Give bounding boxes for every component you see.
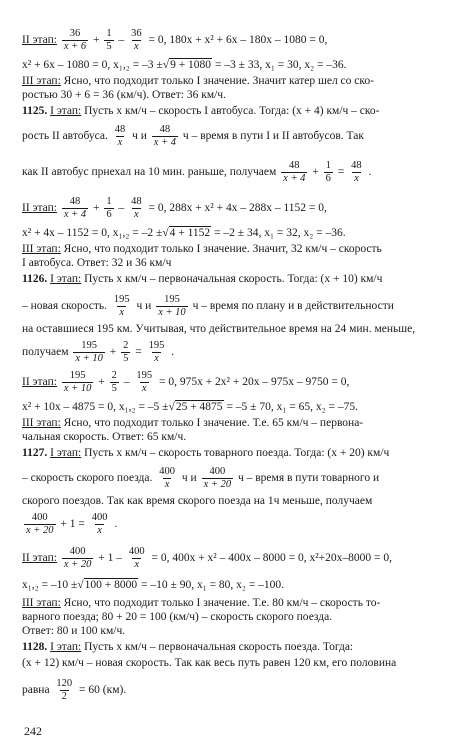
text-run: . <box>171 346 175 359</box>
text-run: x + 10 <box>63 383 92 394</box>
fraction <box>62 370 94 395</box>
p1127-stage3-line2 <box>22 610 458 624</box>
fraction <box>112 294 132 319</box>
fraction <box>152 124 178 149</box>
p1127-answer-line <box>22 624 458 638</box>
p1126-line2 <box>22 294 458 319</box>
text-run: x₁,₂ = –10 ± <box>22 579 78 591</box>
text-run: ч – время по плану и в действительности <box>192 300 394 313</box>
fraction <box>157 466 177 491</box>
p1128-line2 <box>22 656 458 670</box>
text-run: 36 <box>131 28 142 39</box>
text-run: x <box>154 353 159 364</box>
stage-label: II этап: <box>22 202 57 215</box>
fraction <box>110 370 119 395</box>
text-run: 195 <box>81 340 98 351</box>
text-run: = –3 ± 33, x₁ = 30, x₂ = –36. <box>214 59 347 71</box>
text-run: x <box>354 173 359 184</box>
p1126-roots-line <box>22 400 458 414</box>
text-run: как II автобус прнехал на 10 мин. раньше, получаем <box>22 166 277 179</box>
p1127-line3 <box>22 494 458 508</box>
text-run: 400 <box>159 466 176 477</box>
sqrt-sign: √ <box>168 401 175 413</box>
text-run: . <box>368 166 372 179</box>
text-run: – <box>123 376 130 389</box>
text-run: = 0, 180x + x² + 6x – 180x – 1080 = 0, <box>148 34 328 47</box>
text-run: 48 <box>351 160 362 171</box>
p1127-line2 <box>22 466 458 491</box>
p1124-roots-line <box>22 58 458 72</box>
text-run: равна <box>22 684 50 697</box>
text-run: = <box>337 166 345 179</box>
fraction <box>147 340 167 365</box>
p1127-stage2-line <box>22 546 458 571</box>
text-run: 48 <box>69 196 81 207</box>
p1125-line1 <box>22 104 458 118</box>
p1124-stage2-line <box>22 28 458 53</box>
text-run: Ясно, что подходит только I значение. Т.е. 65 км/ч – первона- <box>63 417 364 429</box>
text-run: x + 20 <box>203 479 232 490</box>
text-run: x² + 10x – 4875 = 0, x₁,₂ = –5 ± <box>22 401 169 413</box>
fraction <box>349 160 364 185</box>
fraction <box>104 28 113 53</box>
text-run: x + 4 <box>283 173 306 184</box>
p1128-line3 <box>22 678 458 703</box>
text-run: Пусть x км/ч – скорость товарного поезда. Тогда: (x + 20) км/ч <box>84 447 390 459</box>
text-run: 400 <box>128 546 145 557</box>
fraction <box>113 124 128 149</box>
text-run: x <box>164 479 170 490</box>
text-run: x² + 6x – 1080 = 0, x₁,₂ = –3 ± <box>22 59 163 71</box>
text-run: Пусть x км/ч – скорость I автобуса. Тогда: (x + 4) км/ч – ско- <box>84 105 380 117</box>
text-run: + <box>92 34 100 47</box>
p1126-line1 <box>22 272 458 286</box>
stage-label: I этап: <box>50 447 82 459</box>
text-run: ч и <box>132 130 147 143</box>
fraction <box>281 160 307 185</box>
fraction <box>129 28 144 53</box>
fraction <box>90 512 110 537</box>
stage-label: III этап: <box>22 243 61 255</box>
problem-number: 1126. <box>22 273 48 285</box>
p1126-answer-line <box>22 430 458 444</box>
text-run: Ясно, что подходит только I значение. Значит, 32 км/ч – скорость <box>63 243 382 255</box>
text-run: x + 4 <box>153 137 177 148</box>
text-run: x² + 4x – 1152 = 0, x₁,₂ = –2 ± <box>22 227 163 239</box>
stage-label: I этап: <box>50 273 82 285</box>
text-run: 6 <box>106 209 112 220</box>
text-run: x + 6 <box>63 41 87 52</box>
text-run: 400 <box>91 512 108 523</box>
text-run: x + 4 <box>63 209 87 220</box>
fraction <box>121 340 130 365</box>
text-run: 6 <box>325 173 331 184</box>
text-run: 1 <box>106 28 112 39</box>
text-run: + 1 – <box>98 552 122 565</box>
text-run: = 0, 975x + 2x² + 20x – 975x – 9750 = 0, <box>158 376 350 389</box>
text-run: 400 <box>69 546 86 557</box>
text-run: 5 <box>111 383 117 394</box>
page-number: 242 <box>24 724 42 738</box>
text-run: = –5 ± 70, x₁ = 65, x₂ = –75. <box>226 401 358 413</box>
problem-number: 1127. <box>22 447 48 459</box>
fraction <box>24 512 56 537</box>
fraction <box>324 160 333 185</box>
text-run: 100 + 8000 <box>84 579 138 591</box>
text-run: + <box>98 376 105 389</box>
text-run: 195 <box>164 294 180 305</box>
text-run: – <box>118 202 125 215</box>
text-run: x + 20 <box>26 525 54 536</box>
text-run: = –10 ± 90, x₁ = 80, x₂ = –100. <box>141 579 285 591</box>
text-run: x <box>134 559 140 570</box>
text-run: 48 <box>131 196 142 207</box>
p1127-line4 <box>22 512 458 537</box>
text-run: чальная скорость. Ответ: 65 км/ч. <box>22 431 187 443</box>
text-run: ч – время в пути товарного и <box>237 472 380 485</box>
text-run: x <box>119 307 125 318</box>
text-run: = <box>135 346 142 359</box>
p1125-stage2-line <box>22 196 458 221</box>
p1127-line1 <box>22 446 458 460</box>
text-run: x + 10 <box>75 353 103 364</box>
stage-label: II этап: <box>22 552 57 565</box>
sqrt-sign: √ <box>162 227 169 239</box>
text-run: 120 <box>56 678 73 689</box>
text-run: + <box>312 166 319 179</box>
text-run: варного поезда; 80 + 20 = 100 (км/ч) – скорость скорого поезда. <box>22 611 333 623</box>
text-run: скорого поездов. Так как время скорого поезда на 1ч меньше, получаем <box>22 495 373 507</box>
text-run: = 0, 400x + x² – 400x – 8000 = 0, x²+20x–8000 = 0, <box>151 552 393 565</box>
stage-label: I этап: <box>50 641 82 653</box>
text-run: 400 <box>31 512 48 523</box>
text-run: Ответ: 80 и 100 км/ч. <box>22 625 126 637</box>
text-run: Ясно, что подходит только I значение. Т.е. 80 км/ч – скорость то- <box>63 597 381 609</box>
text-run: – скорость скорого поезда. <box>22 472 153 485</box>
text-run: x <box>133 209 139 220</box>
fraction <box>129 196 144 221</box>
text-run: 2 <box>111 370 117 381</box>
text-run: 48 <box>289 160 300 171</box>
text-run: – новая скорость. <box>22 300 107 313</box>
text-run: x <box>141 383 147 394</box>
sqrt-sign: √ <box>77 579 84 591</box>
text-run: ч и <box>181 472 197 485</box>
text-run: x <box>97 525 102 536</box>
text-run: 195 <box>113 294 130 305</box>
stage-label: III этап: <box>22 597 61 609</box>
text-run: 195 <box>148 340 165 351</box>
fraction <box>62 546 94 571</box>
fraction <box>62 28 88 53</box>
text-run: x <box>117 137 123 148</box>
text-run: 2 <box>123 340 129 351</box>
text-run: = –2 ± 34, x₁ = 32, x₂ = –36. <box>214 227 346 239</box>
text-run: (x + 12) км/ч – новая скорость. Так как весь путь равен 120 км, его половина <box>22 657 397 669</box>
text-run: рость II автобуса. <box>22 130 108 143</box>
text-run: 25 + 4875 <box>175 401 223 413</box>
text-run: 1 <box>106 196 112 207</box>
text-run: Ясно, что подходит только I значение. Значит катер шел со ско- <box>63 75 374 87</box>
text-run: 195 <box>136 370 153 381</box>
stage-label: II этап: <box>22 34 57 47</box>
fraction <box>73 340 105 365</box>
sqrt-sign: √ <box>162 59 170 71</box>
p1125-line3 <box>22 160 458 185</box>
fraction <box>62 196 88 221</box>
text-run: 195 <box>69 370 86 381</box>
p1126-stage2-line <box>22 370 458 395</box>
text-run: + <box>109 346 117 359</box>
p1126-line4 <box>22 340 458 365</box>
text-run: – <box>118 34 125 47</box>
fraction <box>202 466 234 491</box>
p1124-stage3-line <box>22 74 458 88</box>
text-run: на оставшиеся 195 км. Учитывая, что действительное время на 24 мин. меньше, <box>22 323 416 335</box>
p1125-stage3-line <box>22 242 458 256</box>
text-run: x <box>133 41 139 52</box>
p1126-stage3-line <box>22 416 458 430</box>
text-run: ч и <box>136 300 152 313</box>
text-run: x + 20 <box>63 559 92 570</box>
text-run: + <box>92 202 100 215</box>
p1127-stage3-line <box>22 596 458 610</box>
text-run: получаем <box>22 346 69 359</box>
text-run: = 60 (км). <box>79 684 127 697</box>
text-run: + 1 = <box>60 518 85 531</box>
text-run: . <box>114 518 118 531</box>
p1127-roots-line <box>22 578 458 592</box>
p1125-roots-line <box>22 226 458 240</box>
text-run: 1 <box>325 160 331 171</box>
text-run: 48 <box>159 124 171 135</box>
text-run: 400 <box>209 466 226 477</box>
text-run: Пусть x км/ч – первоначальная скорость. Тогда: (x + 10) км/ч <box>84 273 383 285</box>
problem-number: 1125. <box>22 105 48 117</box>
text-run: 4 + 1152 <box>169 227 211 239</box>
p1125-line2 <box>22 124 458 149</box>
text-run: 2 <box>61 691 67 702</box>
problem-number: 1128. <box>22 641 48 653</box>
text-run: ростью 30 + 6 = 36 (км/ч). Ответ: 36 км/ч. <box>22 89 226 101</box>
text-run: I автобуса. Ответ: 32 и 36 км/ч <box>22 257 172 269</box>
fraction <box>127 546 147 571</box>
stage-label: I этап: <box>50 105 82 117</box>
p1126-line3 <box>22 322 458 336</box>
text-run: Пусть x км/ч – первоначальная скорость поезда. Тогда: <box>84 641 354 653</box>
text-run: 5 <box>106 41 112 52</box>
text-run: 9 + 1080 <box>170 59 212 71</box>
text-run: x + 10 <box>158 307 186 318</box>
text-run: 36 <box>69 28 81 39</box>
text-run: = 0, 288x + x² + 4x – 288x – 1152 = 0, <box>148 202 327 215</box>
p1128-line1 <box>22 640 458 654</box>
fraction <box>134 370 154 395</box>
stage-label: III этап: <box>22 75 61 87</box>
stage-label: II этап: <box>22 376 57 389</box>
p1124-answer-line <box>22 88 458 102</box>
fraction <box>104 196 113 221</box>
stage-label: III этап: <box>22 417 61 429</box>
fraction <box>54 678 74 703</box>
text-run: 48 <box>114 124 126 135</box>
p1125-answer-line <box>22 256 458 270</box>
fraction <box>156 294 188 319</box>
text-run: ч – время в пути I и II автобусов. Так <box>182 130 364 143</box>
text-run: 5 <box>123 353 129 364</box>
